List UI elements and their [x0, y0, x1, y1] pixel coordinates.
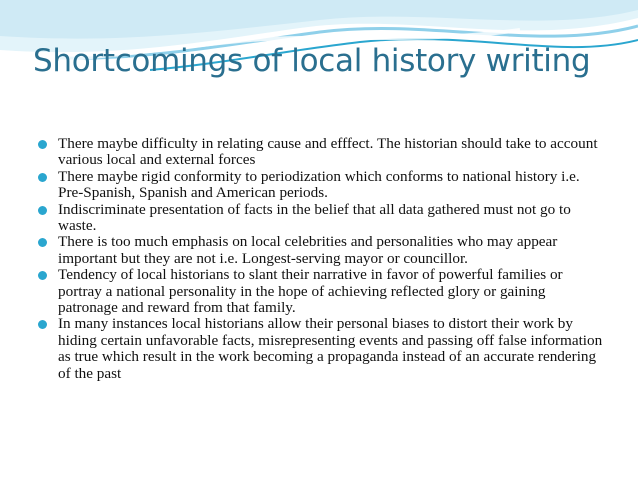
bullet-text: There maybe difficulty in relating cause and efffect. The historian should take to account various local and external forces — [58, 135, 598, 169]
round-bullet-icon — [38, 206, 47, 215]
round-bullet-icon — [38, 320, 47, 329]
bullet-item — [38, 169, 608, 202]
bullet-text: In many instances local historians allow their personal biases to distort their work by hiding certain unfavorable facts, misrepresenting events and passing off false information as true which result in the work becoming a propaganda instead of an accurate rendering of the past — [58, 315, 603, 382]
bullet-text: Indiscriminate presentation of facts in the belief that all data gathered must not go to waste. — [58, 200, 571, 235]
bullet-text: There maybe rigid conformity to periodization which conforms to national history i.e. Pre-Spanish, Spanish and American periods. — [58, 167, 580, 202]
bullet-item — [38, 316, 608, 382]
bullet-text: Tendency of local historians to slant their narrative in favor of powerful families or portray a national personality in the hope of achieving reflected glory or gaining patronage and reward from that family. — [58, 266, 563, 317]
bullet-item — [38, 234, 608, 267]
bullet-item — [38, 136, 608, 169]
slide-title: Shortcomings of local history writing — [33, 43, 591, 79]
bullet-list — [38, 136, 608, 382]
round-bullet-icon — [38, 173, 47, 182]
bullet-text: There is too much emphasis on local celebrities and personalities who may appear important but they are not i.e. Longest-serving mayor or councillor. — [58, 233, 558, 267]
round-bullet-icon — [38, 238, 47, 247]
bullet-item — [38, 202, 608, 235]
bullet-item — [38, 267, 608, 316]
round-bullet-icon — [38, 140, 47, 149]
round-bullet-icon — [38, 271, 47, 280]
